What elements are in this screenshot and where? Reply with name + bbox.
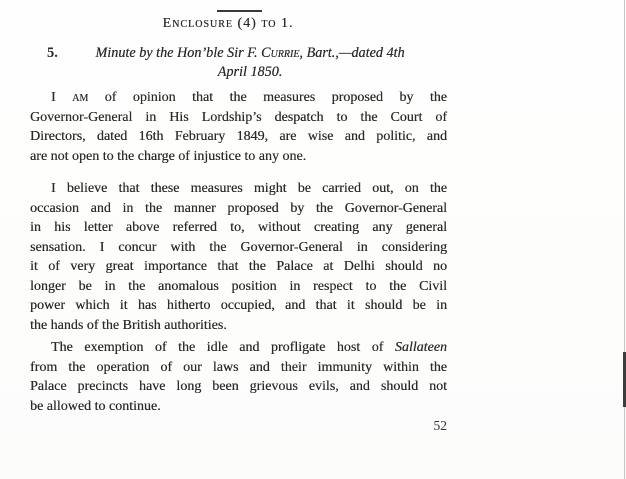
minute-heading: [30, 44, 447, 81]
paragraph-1: [30, 88, 447, 166]
minute-title-line1: [70, 44, 430, 63]
minute-item-number: 5.: [47, 45, 58, 61]
text-line: I believe that these measures might be carried out, on the: [51, 181, 447, 196]
page-number: 52: [433, 418, 447, 433]
text-segment: , Bart.,—dated 4th: [299, 45, 405, 61]
text-segment-italic: Sallateen: [394, 340, 447, 355]
paragraph-3: [30, 338, 447, 416]
text-line: the hands of the British authorities.: [30, 317, 227, 333]
text-line: Governor-General in His Lordship’s despatch to the Court of: [30, 109, 447, 125]
minute-title: [70, 44, 430, 81]
text-segment: The exemption of the idle and profligate host of: [51, 340, 395, 355]
text-line: [30, 338, 447, 358]
text-line: in his letter above referred to, without creating any general: [30, 220, 447, 235]
text-line: Palace precincts have long been grievous evils, and should not: [30, 379, 447, 394]
text-line: are not open to the charge of injustice to any one.: [30, 148, 307, 164]
text-line: [30, 88, 447, 108]
section-divider-rule: [217, 10, 262, 12]
text-line: longer be in the anomalous position in respect to the Civil: [30, 278, 447, 294]
text-line: power which it has hitherto occupied, and that it should be in: [30, 298, 447, 313]
minute-title-line2: April 1850.: [217, 63, 283, 80]
text-segment: of opinion that the measures proposed by the: [88, 90, 447, 105]
text-segment-smallcaps: am: [72, 90, 89, 105]
text-segment: Minute by the Hon’ble Sir F.: [95, 45, 262, 61]
enclosure-heading: Enclosure (4) to 1.: [162, 16, 294, 31]
text-line: Directors, dated 16th February 1849, are wise and politic, and: [30, 129, 447, 144]
text-line: sensation. I concur with the Governor-General in considering: [30, 239, 447, 255]
text-line: it of very great importance that the Palace at Delhi should no: [30, 259, 447, 274]
text-line: be allowed to continue.: [30, 398, 161, 414]
paragraph-2: [30, 179, 447, 335]
text-line: from the operation of our laws and their immunity within the: [30, 359, 447, 375]
text-line: occasion and in the manner proposed by the Governor-General: [30, 200, 447, 216]
text-segment-smallcaps: Currie: [261, 45, 300, 61]
text-segment: I: [51, 90, 73, 105]
page-scan-edge-line: [624, 0, 625, 479]
